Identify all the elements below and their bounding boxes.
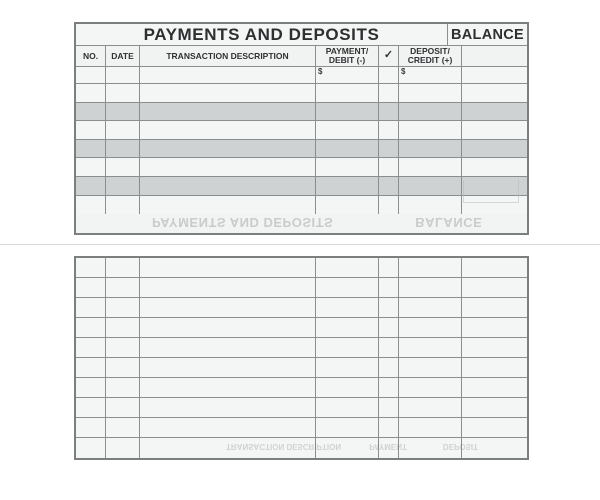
cell-check[interactable] (379, 298, 399, 317)
cell-date[interactable] (106, 196, 140, 215)
currency-marker-deposit: $ (399, 67, 462, 83)
cell-date[interactable] (106, 258, 140, 277)
cell-balance[interactable] (462, 121, 527, 139)
cell-description[interactable] (140, 438, 316, 458)
table-row[interactable] (76, 177, 527, 196)
cell-no[interactable] (76, 298, 106, 317)
table-row[interactable] (76, 278, 527, 298)
cell-no[interactable] (76, 398, 106, 417)
bleed-through-title: PAYMENTS AND DEPOSITS (152, 214, 334, 230)
cell-deposit[interactable] (399, 418, 462, 437)
cell-deposit[interactable] (399, 358, 462, 377)
cell-no[interactable] (76, 418, 106, 437)
cell-description[interactable] (140, 158, 316, 176)
table-row[interactable] (76, 140, 527, 159)
column-header-checkmark: ✓ (379, 46, 399, 66)
cell-payment[interactable] (316, 121, 379, 139)
register-title-row (76, 24, 527, 46)
table-row[interactable] (76, 358, 527, 378)
cell-date[interactable] (106, 278, 140, 297)
cell-check[interactable] (379, 121, 399, 139)
cell-no[interactable] (76, 196, 106, 215)
cell-date[interactable] (106, 398, 140, 417)
cell-description[interactable] (140, 338, 316, 357)
column-header-date: DATE (106, 46, 140, 66)
register-bottom (74, 256, 529, 460)
cell-description[interactable] (140, 378, 316, 397)
cell-date[interactable] (106, 298, 140, 317)
cell-deposit[interactable] (399, 121, 462, 139)
cell-balance[interactable] (462, 103, 527, 121)
cell-payment[interactable] (316, 196, 379, 215)
cell-description[interactable] (140, 358, 316, 377)
table-row[interactable] (76, 398, 527, 418)
table-row[interactable] (76, 121, 527, 140)
cell-no[interactable] (76, 121, 106, 139)
cell-description[interactable] (140, 258, 316, 277)
cell-balance[interactable] (462, 318, 527, 337)
table-row[interactable] (76, 258, 527, 278)
table-row[interactable] (76, 196, 527, 215)
cell-payment[interactable] (316, 318, 379, 337)
cell-description[interactable] (140, 140, 316, 158)
cell-description[interactable] (140, 418, 316, 437)
table-row[interactable] (76, 438, 527, 458)
cell-no[interactable] (76, 358, 106, 377)
cell-payment[interactable] (316, 84, 379, 102)
table-row[interactable] (76, 158, 527, 177)
cell-payment[interactable] (316, 418, 379, 437)
column-header-no: NO. (76, 46, 106, 66)
cell-date[interactable] (106, 121, 140, 139)
table-row[interactable] (76, 298, 527, 318)
column-header-payment-line1: PAYMENT/ (325, 46, 369, 57)
bleed-through-payment: PAYMENT (369, 441, 407, 451)
cell-payment[interactable] (316, 338, 379, 357)
currency-marker-payment: $ (316, 67, 379, 83)
cell-deposit[interactable] (399, 318, 462, 337)
cell-date[interactable] (106, 418, 140, 437)
cell-balance[interactable] (462, 338, 527, 357)
table-row[interactable] (76, 378, 527, 398)
cell-description[interactable] (140, 298, 316, 317)
cell-deposit[interactable] (399, 196, 462, 215)
cell-balance[interactable] (462, 258, 527, 277)
cell-check[interactable] (379, 258, 399, 277)
cell-no[interactable] (76, 103, 106, 121)
cell-date[interactable] (106, 358, 140, 377)
column-header-balance (462, 46, 527, 66)
cell-date[interactable] (106, 438, 140, 458)
cell-description[interactable] (140, 278, 316, 297)
table-row[interactable] (76, 103, 527, 122)
cell-deposit[interactable] (399, 298, 462, 317)
column-header-payment-line2: DEBIT (-) (328, 55, 366, 65)
cell-payment[interactable] (316, 298, 379, 317)
cell-check[interactable] (379, 318, 399, 337)
cell-balance[interactable] (462, 418, 527, 437)
cell-no[interactable] (76, 378, 106, 397)
cell-balance[interactable] (462, 298, 527, 317)
cell-date[interactable] (106, 84, 140, 102)
register-title: PAYMENTS AND DEPOSITS (76, 24, 448, 45)
column-header-deposit-line2: CREDIT (+) (407, 55, 453, 65)
column-header-deposit-line1: DEPOSIT/ (410, 46, 450, 57)
cell-check[interactable] (379, 278, 399, 297)
table-row[interactable] (76, 338, 527, 358)
cell-check[interactable] (379, 398, 399, 417)
cell-description[interactable] (140, 103, 316, 121)
cell-description[interactable] (140, 121, 316, 139)
cell-balance[interactable] (462, 438, 527, 458)
register-balance-title: BALANCE (448, 24, 527, 45)
currency-spacer-description (140, 67, 316, 83)
cell-balance[interactable] (462, 358, 527, 377)
currency-marker-row (76, 67, 527, 84)
cell-balance[interactable] (462, 398, 527, 417)
register-top (74, 22, 529, 235)
cell-check[interactable] (379, 358, 399, 377)
cell-check[interactable] (379, 196, 399, 215)
cell-balance[interactable] (462, 196, 527, 215)
cell-payment[interactable] (316, 103, 379, 121)
cell-check[interactable] (379, 140, 399, 158)
cell-no[interactable] (76, 84, 106, 102)
cell-payment[interactable] (316, 258, 379, 277)
cell-deposit[interactable] (399, 177, 462, 195)
cell-date[interactable] (106, 338, 140, 357)
cell-deposit[interactable] (399, 84, 462, 102)
cell-check[interactable] (379, 177, 399, 195)
cell-payment[interactable] (316, 158, 379, 176)
cell-payment[interactable] (316, 278, 379, 297)
cell-balance[interactable] (462, 177, 527, 195)
cell-no[interactable] (76, 140, 106, 158)
page-fold-line (0, 244, 600, 245)
currency-spacer-balance (462, 67, 527, 83)
cell-date[interactable] (106, 140, 140, 158)
cell-deposit[interactable] (399, 140, 462, 158)
cell-date[interactable] (106, 318, 140, 337)
cell-check[interactable] (379, 158, 399, 176)
register-bottom-rows (76, 258, 527, 458)
cell-payment[interactable] (316, 177, 379, 195)
cell-deposit[interactable] (399, 398, 462, 417)
cell-date[interactable] (106, 158, 140, 176)
cell-check[interactable] (379, 338, 399, 357)
cell-date[interactable] (106, 103, 140, 121)
table-row[interactable] (76, 84, 527, 103)
currency-spacer-date (106, 67, 140, 83)
cell-description[interactable] (140, 196, 316, 215)
cell-deposit[interactable] (399, 158, 462, 176)
cell-no[interactable] (76, 318, 106, 337)
cell-no[interactable] (76, 158, 106, 176)
cell-deposit[interactable] (399, 338, 462, 357)
cell-balance[interactable] (462, 378, 527, 397)
cell-description[interactable] (140, 318, 316, 337)
cell-balance[interactable] (462, 278, 527, 297)
cell-description[interactable] (140, 84, 316, 102)
table-row[interactable] (76, 418, 527, 438)
cell-balance[interactable] (462, 84, 527, 102)
cell-payment[interactable] (316, 438, 379, 458)
cell-balance[interactable] (462, 158, 527, 176)
cell-check[interactable] (379, 378, 399, 397)
column-header-description: TRANSACTION DESCRIPTION (140, 46, 316, 66)
cell-description[interactable] (140, 398, 316, 417)
column-header-row (76, 46, 527, 67)
bleed-through-deposit: DEPOSIT (442, 441, 479, 451)
cell-check[interactable] (379, 84, 399, 102)
cell-check[interactable] (379, 418, 399, 437)
cell-deposit[interactable] (399, 103, 462, 121)
cell-no[interactable] (76, 438, 106, 458)
cell-no[interactable] (76, 258, 106, 277)
currency-spacer-check (379, 67, 399, 83)
cell-check[interactable] (379, 103, 399, 121)
cell-payment[interactable] (316, 140, 379, 158)
cell-payment[interactable] (316, 378, 379, 397)
register-top-rows (76, 84, 527, 214)
cell-no[interactable] (76, 338, 106, 357)
cell-date[interactable] (106, 177, 140, 195)
bleed-through-description: TRANSACTION DESCRIPTION (226, 441, 342, 451)
cell-balance[interactable] (462, 140, 527, 158)
bleed-through-balance: BALANCE (415, 214, 483, 230)
cell-no[interactable] (76, 278, 106, 297)
cell-deposit[interactable] (399, 278, 462, 297)
cell-deposit[interactable] (399, 378, 462, 397)
cell-description[interactable] (140, 177, 316, 195)
cell-payment[interactable] (316, 398, 379, 417)
column-header-payment (316, 46, 379, 66)
cell-deposit[interactable] (399, 258, 462, 277)
cell-no[interactable] (76, 177, 106, 195)
cell-deposit[interactable] (399, 438, 462, 458)
column-header-deposit (399, 46, 462, 66)
cell-payment[interactable] (316, 358, 379, 377)
cell-check[interactable] (379, 438, 399, 458)
table-row[interactable] (76, 318, 527, 338)
cell-date[interactable] (106, 378, 140, 397)
currency-spacer-no (76, 67, 106, 83)
